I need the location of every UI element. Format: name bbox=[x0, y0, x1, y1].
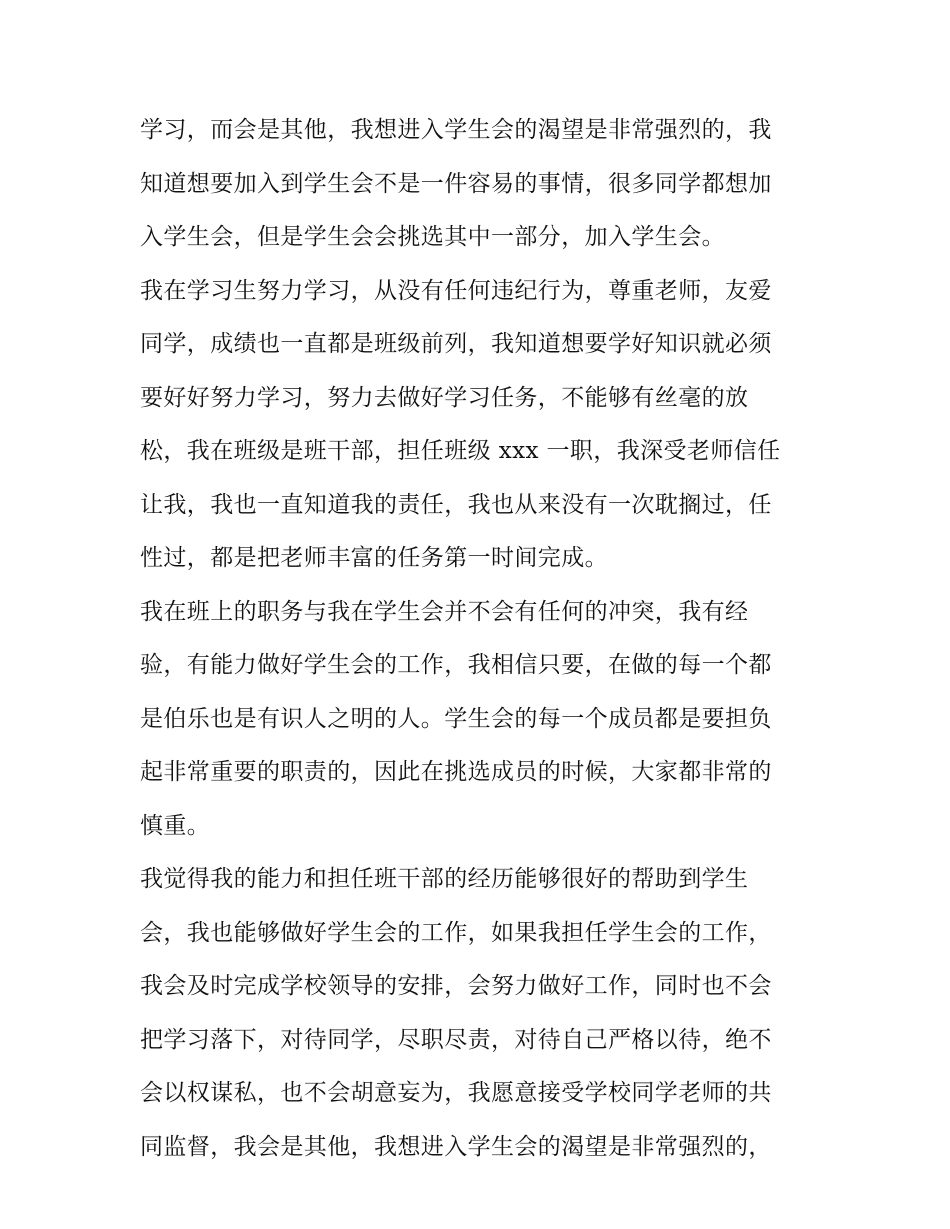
text-line: 我会及时完成学校领导的安排，会努力做好工作，同时也不会 bbox=[140, 973, 772, 999]
text-line: 同学，成绩也一直都是班级前列，我知道想要学好知识就必须 bbox=[140, 331, 772, 357]
text-line: 慎重。 bbox=[140, 812, 211, 839]
text-line: 是伯乐也是有识人之明的人。学生会的每一个成员都是要担负 bbox=[140, 705, 772, 732]
text-line: 我觉得我的能力和担任班干部的经历能够很好的帮助到学生 bbox=[140, 866, 749, 892]
text-line: 知道想要加入到学生会不是一件容易的事情，很多同学都想加 bbox=[140, 170, 772, 197]
text-line: 起非常重要的职责的，因此在挑选成员的时候，大家都非常的 bbox=[140, 759, 772, 785]
text-line: 把学习落下，对待同学，尽职尽责，对待自己严格以待，绝不 bbox=[140, 1026, 772, 1053]
text-line: 让我，我也一直知道我的责任，我也从来没有一次耽搁过，任 bbox=[140, 491, 772, 518]
text-line: 松，我在班级是班干部，担任班级 xxx 一职，我深受老师信任 bbox=[140, 438, 781, 464]
text-line: 学习，而会是其他，我想进入学生会的渴望是非常强烈的，我 bbox=[140, 117, 772, 143]
text-line: 会，我也能够做好学生会的工作，如果我担任学生会的工作， bbox=[140, 919, 772, 946]
text-line: 同监督，我会是其他，我想进入学生会的渴望是非常强烈的， bbox=[140, 1133, 772, 1160]
text-line: 会以权谋私，也不会胡意妄为，我愿意接受学校同学老师的共 bbox=[140, 1080, 772, 1106]
text-line: 入学生会，但是学生会会挑选其中一部分，加入学生会。 bbox=[140, 224, 725, 250]
text-line: 性过，都是把老师丰富的任务第一时间完成。 bbox=[140, 545, 608, 571]
text-line: 我在班上的职务与我在学生会并不会有任何的冲突，我有经 bbox=[140, 598, 749, 625]
text-line: 验，有能力做好学生会的工作，我相信只要，在做的每一个都 bbox=[140, 652, 772, 678]
body-text bbox=[140, 108, 820, 1178]
text-line: 我在学习生努力学习，从没有任何违纪行为，尊重老师，友爱 bbox=[140, 277, 772, 304]
text-line: 要好好努力学习，努力去做好学习任务，不能够有丝毫的放 bbox=[140, 384, 749, 411]
